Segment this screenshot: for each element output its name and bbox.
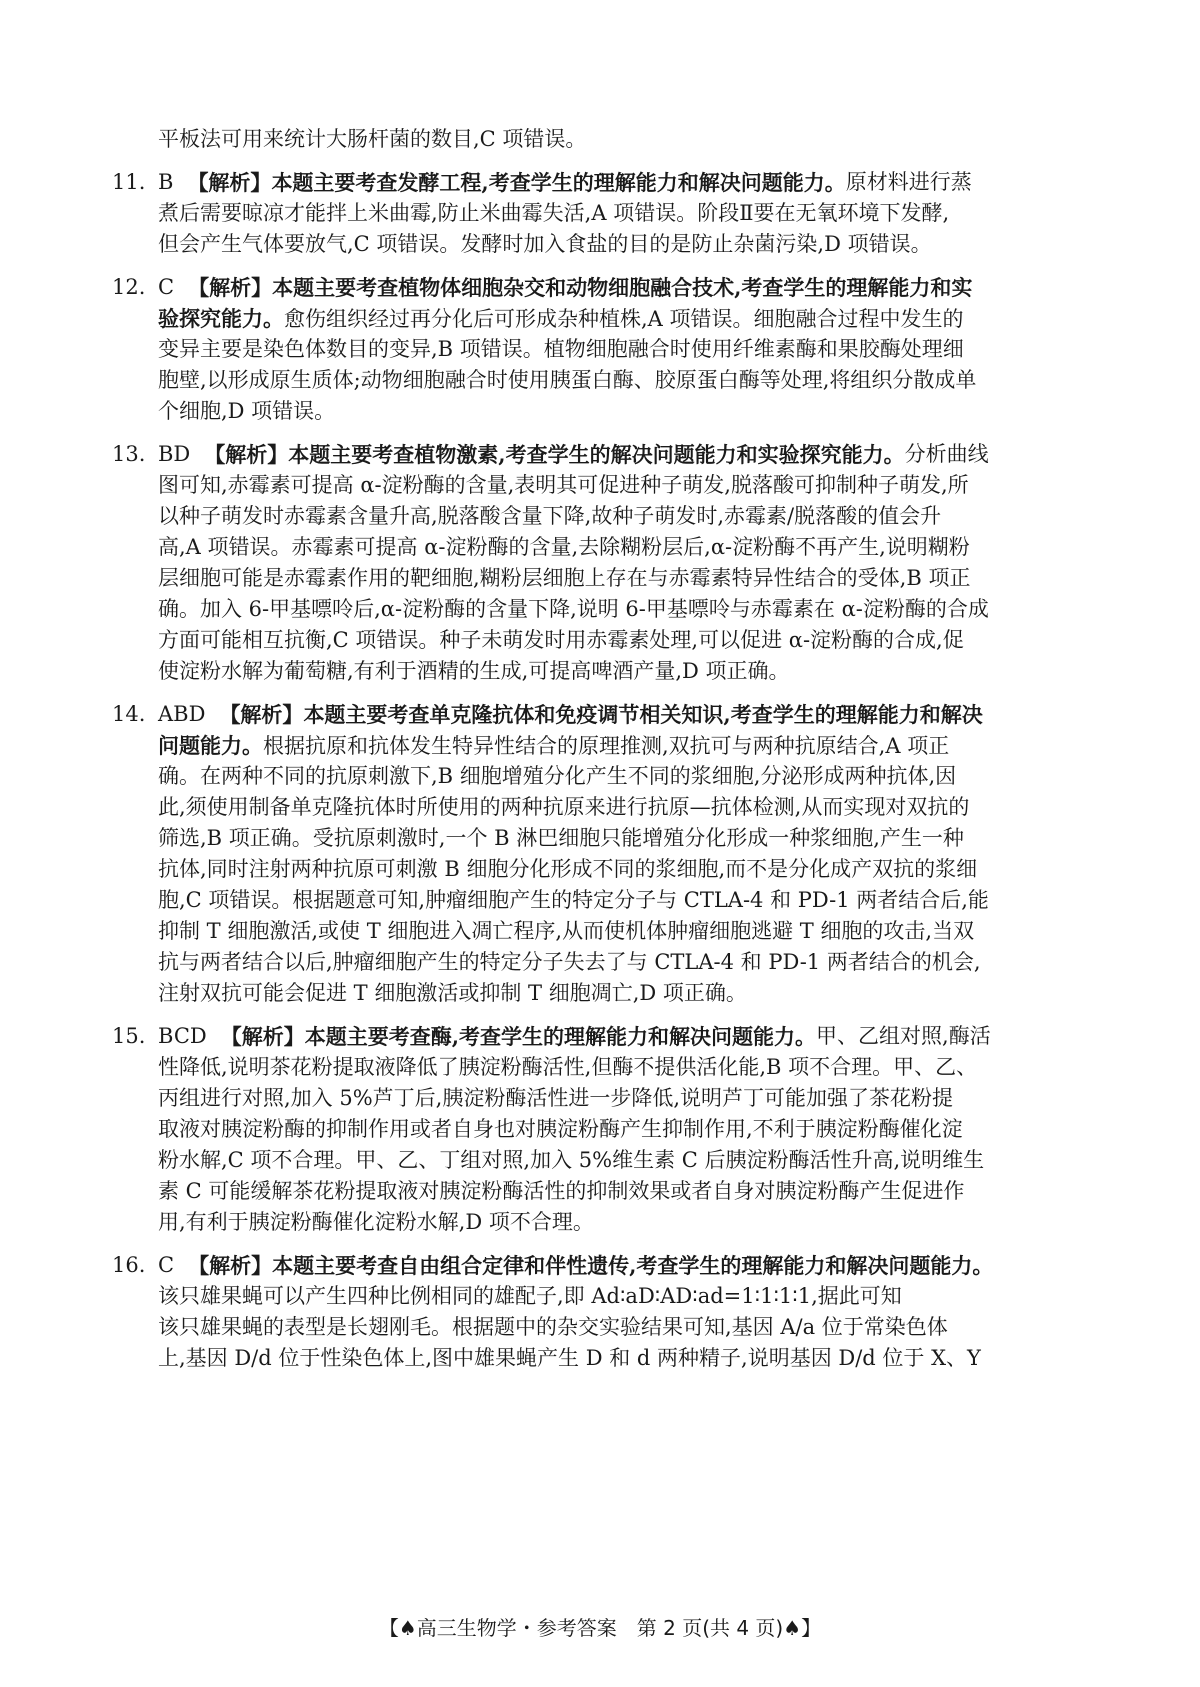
focus-text: 本题主要考查植物激素,考查学生的解决问题能力和实验探究能力。 xyxy=(288,442,905,467)
item-answer: BD xyxy=(158,442,191,466)
item-number: 12. xyxy=(112,275,146,299)
text-line: 方面可能相互抗衡,C 项错误。种子未萌发时用赤霉素处理,可以促进 α-淀粉酶的合成,促 xyxy=(158,628,964,652)
answer-content xyxy=(112,124,1092,1374)
text-line: 抑制 T 细胞激活,或使 T 细胞进入凋亡程序,从而使机体肿瘤细胞逃避 T 细胞的攻击,当双 xyxy=(158,919,975,943)
analysis-tag: 【解析】 xyxy=(220,1024,305,1049)
analysis-tag: 【解析】 xyxy=(188,275,273,300)
text-line: 抗体,同时注射两种抗原可刺激 B 细胞分化形成不同的浆细胞,而不是分化成产双抗的浆细 xyxy=(158,857,978,881)
answer-item-11 xyxy=(112,167,1092,260)
text-line: 丙组进行对照,加入 5%芦丁后,胰淀粉酶活性进一步降低,说明芦丁可能加强了茶花粉提 xyxy=(158,1086,954,1110)
focus-text: 本题主要考查单克隆抗体和免疫调节相关知识,考查学生的理解能力和解决 xyxy=(303,702,983,727)
text-line: 高,A 项错误。赤霉素可提高 α-淀粉酶的含量,去除糊粉层后,α-淀粉酶不再产生,说明糊粉 xyxy=(158,535,970,559)
text-line: 性降低,说明茶花粉提取液降低了胰淀粉酶活性,但酶不提供活化能,B 项不合理。甲、乙、 xyxy=(158,1055,978,1079)
focus-text: 问题能力。 xyxy=(158,733,263,758)
text-line: 但会产生气体要放气,C 项错误。发酵时加入食盐的目的是防止杂菌污染,D 项错误。 xyxy=(158,232,932,256)
text-line: 上,基因 D/d 位于性染色体上,图中雄果蝇产生 D 和 d 两种精子,说明基因 D/d 位于 X、Y xyxy=(158,1346,981,1370)
analysis-tag: 【解析】 xyxy=(187,170,272,195)
focus-text: 验探究能力。 xyxy=(158,306,284,331)
text-line: 用,有利于胰淀粉酶催化淀粉水解,D 项不合理。 xyxy=(158,1210,594,1234)
text-line: 注射双抗可能会促进 T 细胞激活或抑制 T 细胞凋亡,D 项正确。 xyxy=(158,981,747,1005)
item-number: 16. xyxy=(112,1253,146,1277)
spade-icon: ♠ xyxy=(783,1616,802,1640)
text-segment: 愈伤组织经过再分化后可形成杂种植株,A 项错误。细胞融合过程中发生的 xyxy=(284,307,964,331)
text-line: 粉水解,C 项不合理。甲、乙、丁组对照,加入 5%维生素 C 后胰淀粉酶活性升高,说明维生 xyxy=(158,1148,985,1172)
text-segment: 根据抗原和抗体发生特异性结合的原理推测,双抗可与两种抗原结合,A 项正 xyxy=(263,734,950,758)
text-line: 煮后需要晾凉才能拌上米曲霉,防止米曲霉失活,A 项错误。阶段Ⅱ要在无氧环境下发酵, xyxy=(158,201,950,225)
text-segment: 分析曲线 xyxy=(904,442,989,466)
text-line: 该只雄果蝇的表型是长翅刚毛。根据题中的杂交实验结果可知,基因 A/a 位于常染色体 xyxy=(158,1315,948,1339)
analysis-tag: 【解析】 xyxy=(188,1253,273,1278)
item-answer: C xyxy=(158,275,175,299)
text-line: 抗与两者结合以后,肿瘤细胞产生的特定分子失去了与 CTLA-4 和 PD-1 两者结合的机会, xyxy=(158,950,981,974)
text-line: 取液对胰淀粉酶的抑制作用或者自身也对胰淀粉酶产生抑制作用,不利于胰淀粉酶催化淀 xyxy=(158,1117,963,1141)
text-line: 图可知,赤霉素可提高 α-淀粉酶的含量,表明其可促进种子萌发,脱落酸可抑制种子萌发,所 xyxy=(158,473,969,497)
analysis-tag: 【解析】 xyxy=(204,442,289,467)
text-line: 确。加入 6-甲基嘌呤后,α-淀粉酶的含量下降,说明 6-甲基嘌呤与赤霉素在 α-淀粉酶的合成 xyxy=(158,597,989,621)
footer-left-bracket: 【 xyxy=(378,1616,399,1640)
text-line: 筛选,B 项正确。受抗原刺激时,一个 B 淋巴细胞只能增殖分化形成一种浆细胞,产生一种 xyxy=(158,826,964,850)
item-number: 13. xyxy=(112,442,146,466)
item-answer: C xyxy=(158,1253,175,1277)
focus-text: 本题主要考查酶,考查学生的理解能力和解决问题能力。 xyxy=(304,1024,817,1049)
text-line: 确。在两种不同的抗原刺激下,B 细胞增殖分化产生不同的浆细胞,分泌形成两种抗体,因 xyxy=(158,764,957,788)
analysis-tag: 【解析】 xyxy=(219,702,304,727)
item-answer: B xyxy=(158,170,174,194)
item-answer: BCD xyxy=(158,1024,207,1048)
text-line: 个细胞,D 项错误。 xyxy=(158,399,336,423)
item-number: 15. xyxy=(112,1024,146,1048)
text-line: 该只雄果蝇可以产生四种比例相同的雄配子,即 Ad∶aD∶AD∶ad=1∶1∶1∶1,据此可知 xyxy=(158,1284,902,1308)
text-line: 变异主要是染色体数目的变异,B 项错误。植物细胞融合时使用纤维素酶和果胶酶处理细 xyxy=(158,337,964,361)
text-line: 胞,C 项错误。根据题意可知,肿瘤细胞产生的特定分子与 CTLA-4 和 PD-1 两者结合后,能 xyxy=(158,888,989,912)
focus-text: 本题主要考查植物体细胞杂交和动物细胞融合技术,考查学生的理解能力和实 xyxy=(272,275,973,300)
focus-text: 本题主要考查自由组合定律和伴性遗传,考查学生的理解能力和解决问题能力。 xyxy=(272,1253,994,1278)
item-answer: ABD xyxy=(158,702,206,726)
answer-item-13 xyxy=(112,439,1092,687)
text-segment: 原材料进行蒸 xyxy=(845,170,972,194)
text-line: 以种子萌发时赤霉素含量升高,脱落酸含量下降,故种子萌发时,赤霉素/脱落酸的值会升 xyxy=(158,504,942,528)
answer-item-16 xyxy=(112,1250,1092,1374)
text-line: 使淀粉水解为葡萄糖,有利于酒精的生成,可提高啤酒产量,D 项正确。 xyxy=(158,659,790,683)
text-line: 胞壁,以形成原生质体;动物细胞融合时使用胰蛋白酶、胶原蛋白酶等处理,将组织分散成单 xyxy=(158,368,977,392)
text-line: 此,须使用制备单克隆抗体时所使用的两种抗原来进行抗原—抗体检测,从而实现对双抗的 xyxy=(158,795,970,819)
text-line: 层细胞可能是赤霉素作用的靶细胞,糊粉层细胞上存在与赤霉素特异性结合的受体,B 项正 xyxy=(158,566,971,590)
item-number: 11. xyxy=(112,170,146,194)
footer-text: 高三生物学・参考答案 第 2 页(共 4 页) xyxy=(416,1616,784,1640)
answer-item-12 xyxy=(112,272,1092,427)
text-line: 素 C 可能缓解茶花粉提取液对胰淀粉酶活性的抑制效果或者自身对胰淀粉酶产生促进作 xyxy=(158,1179,965,1203)
spade-icon: ♠ xyxy=(398,1616,417,1640)
text-segment: 甲、乙组对照,酶活 xyxy=(816,1024,991,1048)
page-footer xyxy=(0,1614,1200,1642)
answer-item-15 xyxy=(112,1021,1092,1238)
footer-right-bracket: 】 xyxy=(801,1616,822,1640)
intro-line: 平板法可用来统计大肠杆菌的数目,C 项错误。 xyxy=(158,127,587,151)
focus-text: 本题主要考查发酵工程,考查学生的理解能力和解决问题能力。 xyxy=(271,170,846,195)
item-number: 14. xyxy=(112,702,146,726)
answer-item-14 xyxy=(112,699,1092,1009)
